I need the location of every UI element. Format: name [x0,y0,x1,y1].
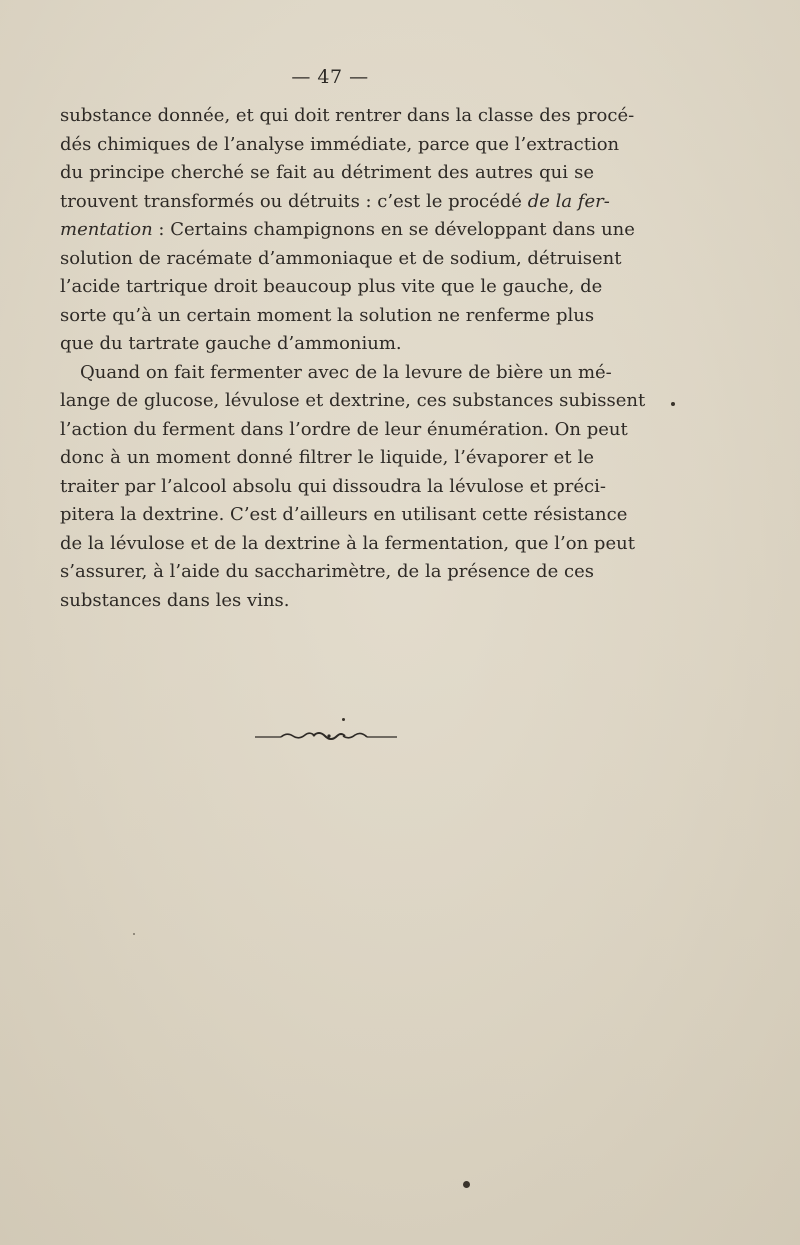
ink-speck [342,718,345,721]
text-line: l’action du ferment dans l’ordre de leur énumération. On peut [60,418,628,440]
ink-speck [463,1181,470,1188]
text-line: donc à un moment donné filtrer le liquide, l’évaporer et le [60,447,594,468]
ink-speck [133,933,135,935]
text-line: Quand on fait fermenter avec de la levure de bière un mé- [80,361,612,383]
text-line: pitera la dextrine. C’est d’ailleurs en utilisant cette résistance [60,504,628,525]
text-line: de la lévulose et de la dextrine à la fermentation, que l’on peut [60,532,635,554]
text-line: dés chimiques de l’analyse immédiate, parce que l’extraction [60,133,620,155]
text-line: trouvent transformés ou détruits : c’est le procédé de la fer- [60,190,610,212]
text-line: que du tartrate gauche d’ammonium. [60,333,402,354]
italic-term: de la fer- [527,190,610,212]
text-line: substances dans les vins. [60,589,290,611]
page-number: — 47 — [291,66,369,88]
text-line: du principe cherché se fait au détriment des autres qui se [60,162,594,183]
text-line: lange de glucose, lévulose et dextrine, ces substances subissent [60,390,646,411]
italic-term: mentation [60,219,153,240]
text-line: traiter par l’alcool absolu qui dissoudra la lévulose et préci- [60,475,606,497]
decorative-divider [255,728,397,744]
text-line: sorte qu’à un certain moment la solution ne renferme plus [60,304,595,326]
text-line: mentation : Certains champignons en se développant dans une [60,219,635,240]
text-line: substance donnée, et qui doit rentrer dans la classe des procé- [60,105,635,126]
text-line: s’assurer, à l’aide du saccharimètre, de la présence de ces [60,561,594,582]
ink-speck [671,402,675,406]
text-line: l’acide tartrique droit beaucoup plus vite que le gauche, de [60,276,603,297]
text-line: solution de racémate d’ammoniaque et de sodium, détruisent [60,247,622,269]
body-text [60,102,646,615]
